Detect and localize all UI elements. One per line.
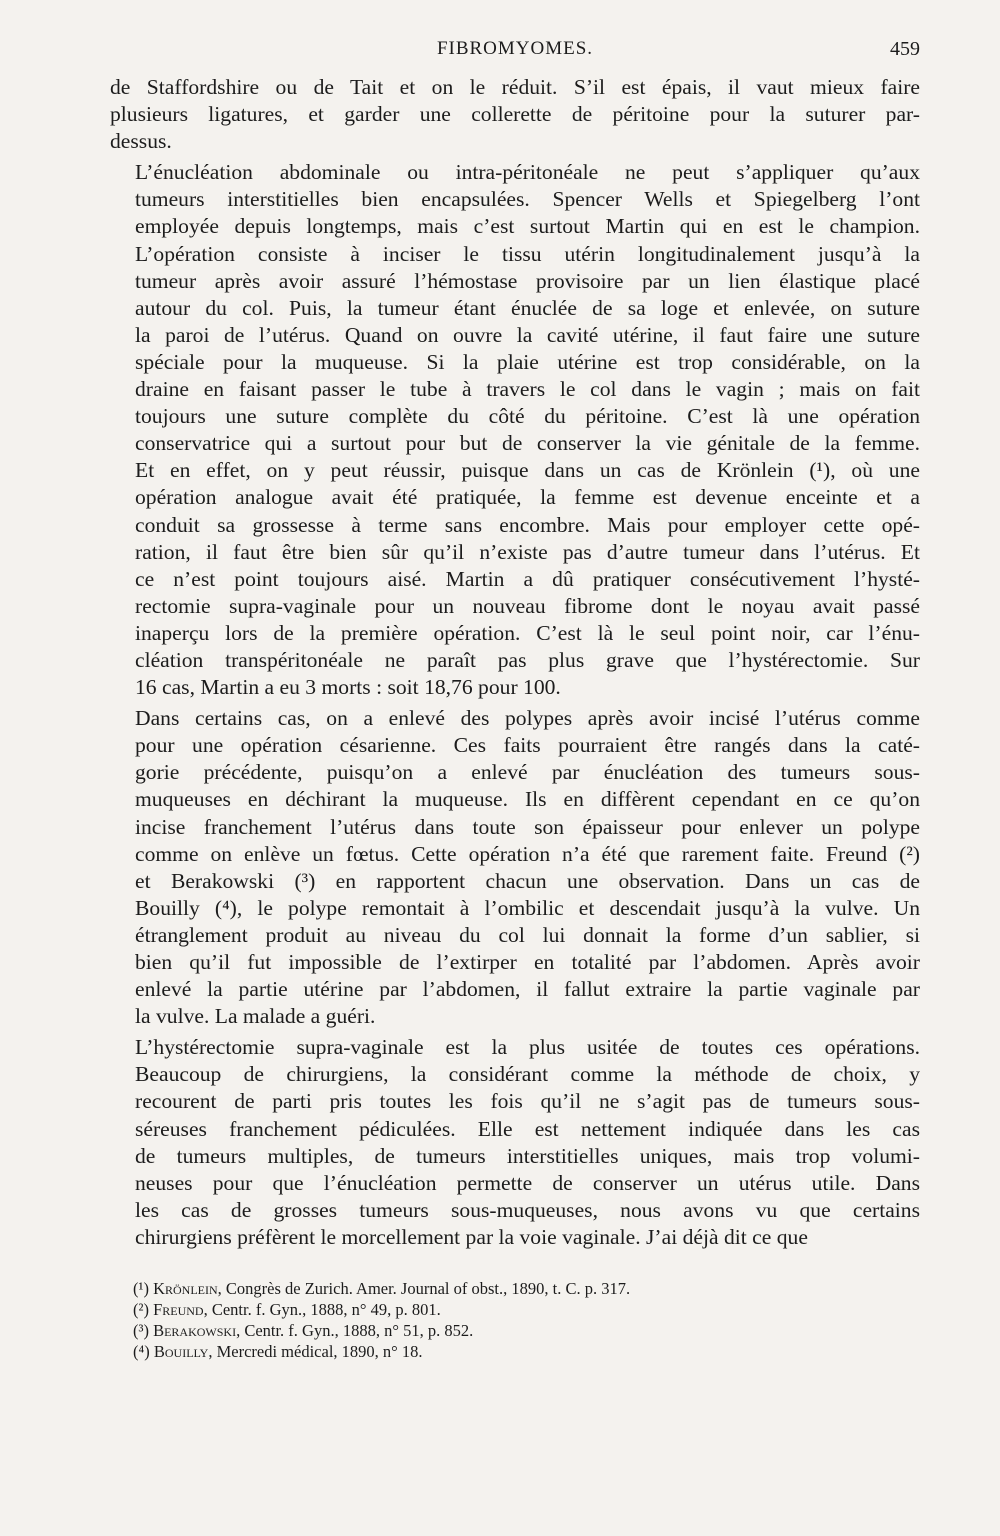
text-line: étranglement produit au niveau du col lui donnait la forme d’un sablier, si xyxy=(135,922,920,947)
text-line: séreuses franchement pédiculées. Elle est nettement indiquée dans les cas xyxy=(135,1116,920,1141)
footnote-citation: , Mercredi médical, 1890, n° 18. xyxy=(208,1342,423,1361)
text-line: autour du col. Puis, la tumeur étant énuclée de sa loge et enlevée, on suture xyxy=(135,295,920,320)
text-line: tumeurs interstitielles bien encapsulées. Spencer Wells et Spiegelberg l’ont xyxy=(135,187,920,212)
text-line: bien qu’il fut impossible de l’extirper en totalité par l’abdomen. Après avoir xyxy=(135,950,920,974)
text-line: conduit sa grossesse à terme sans encombre. Mais pour employer cette opé- xyxy=(135,512,920,537)
footnote-author: Berakowski xyxy=(153,1321,237,1340)
paragraph xyxy=(110,1034,920,1251)
text-line: Bouilly (⁴), le polype remontait à l’ombilic et descendait jusqu’à la vulve. Un xyxy=(135,895,920,920)
text-line: Beaucoup de chirurgiens, la considérant comme la méthode de choix, y xyxy=(135,1062,920,1087)
text-line: 16 cas, Martin a eu 3 morts : soit 18,76 pour 100. xyxy=(135,675,561,700)
text-line: pour une opération césarienne. Ces faits pourraient être rangés dans la caté- xyxy=(135,733,920,758)
footnote-mark: (²) xyxy=(133,1300,154,1319)
text-line: tumeur après avoir assuré l’hémostase provisoire par un lien élastique placé xyxy=(135,268,920,293)
text-line: cléation transpéritonéale ne paraît pas plus grave que l’hystérectomie. Sur xyxy=(135,647,920,672)
text-line: draine en faisant passer le tube à travers le col dans le vagin ; mais on fait xyxy=(135,377,920,402)
text-line: Dans certains cas, on a enlevé des polypes après avoir incisé l’utérus comme xyxy=(135,706,920,731)
text-line: comme on enlève un fœtus. Cette opération n’a été que rarement faite. Freund (²) xyxy=(135,841,920,866)
footnote-author: Bouilly xyxy=(153,1342,209,1361)
paragraph xyxy=(110,705,920,1030)
footnote xyxy=(133,1341,920,1362)
text-line: spéciale pour la muqueuse. Si la plaie utérine est trop considérable, on la xyxy=(135,349,920,374)
text-line: L’opération consiste à inciser le tissu utérin longitudinalement jusqu’à la xyxy=(135,241,920,266)
text-line: ration, il faut être bien sûr qu’il n’existe pas d’autre tumeur dans l’utérus. Et xyxy=(135,539,920,564)
text-line: plusieurs ligatures, et garder une collerette de péritoine pour la suturer par- xyxy=(110,102,920,127)
text-line: muqueuses en déchirant la muqueuse. Ils en diffèrent cependant en ce qu’on xyxy=(135,787,920,812)
text-line: de Staffordshire ou de Tait et on le réduit. S’il est épais, il vaut mieux faire xyxy=(110,75,920,99)
text-line: la vulve. La malade a guéri. xyxy=(135,1004,376,1029)
text-line: employée depuis longtemps, mais c’est surtout Martin qui en est le champion. xyxy=(135,214,920,239)
text-line: et Berakowski (³) en rapportent chacun une observation. Dans un cas de xyxy=(135,868,920,893)
text-line: opération analogue avait été pratiquée, la femme est devenue enceinte et a xyxy=(135,485,920,510)
footnote-citation: , Centr. f. Gyn., 1888, n° 49, p. 801. xyxy=(203,1300,441,1319)
text-line: neuses pour que l’énucléation permette de conserver un utérus utile. Dans xyxy=(135,1170,920,1195)
text-line: la paroi de l’utérus. Quand on ouvre la cavité utérine, il faut faire une suture xyxy=(135,322,920,347)
text-line: inaperçu lors de la première opération. C’est là le seul point noir, car l’énu- xyxy=(135,620,920,645)
running-title: FIBROMYOMES. xyxy=(436,38,594,59)
text-line: toujours une suture complète du côté du péritoine. C’est là une opération xyxy=(135,404,920,429)
text-line: enlevé la partie utérine par l’abdomen, il fallut extraire la partie vaginale par xyxy=(135,977,920,1002)
footnote-mark: (¹) xyxy=(133,1279,154,1298)
footnote-mark: (⁴) xyxy=(133,1342,154,1361)
text-line: recourent de parti pris toutes les fois qu’il ne s’agit pas de tumeurs sous- xyxy=(135,1089,920,1114)
text-line: les cas de grosses tumeurs sous-muqueuses, nous avons vu que certains xyxy=(135,1197,920,1222)
text-line: dessus. xyxy=(110,129,172,154)
paragraph xyxy=(110,74,920,155)
body-text xyxy=(110,74,920,1255)
text-line: L’hystérectomie supra-vaginale est la plus usitée de toutes ces opérations. xyxy=(135,1035,920,1060)
footnote xyxy=(133,1278,920,1299)
footnote xyxy=(133,1320,920,1341)
text-line: chirurgiens préfèrent le morcellement par la voie vaginale. J’ai déjà dit ce que xyxy=(135,1224,808,1249)
footnote-citation: , Centr. f. Gyn., 1888, n° 51, p. 852. xyxy=(236,1321,474,1340)
footnote-author: Krönlein xyxy=(153,1279,218,1298)
text-line: de tumeurs multiples, de tumeurs interstitielles uniques, mais trop volumi- xyxy=(135,1143,920,1168)
text-line: rectomie supra-vaginale pour un nouveau fibrome dont le noyau avait passé xyxy=(135,593,920,618)
text-line: gorie précédente, puisqu’on a enlevé par énucléation des tumeurs sous- xyxy=(135,760,920,785)
footnote-mark: (³) xyxy=(133,1321,154,1340)
text-line: ce n’est point toujours aisé. Martin a dû pratiquer consécutivement l’hysté- xyxy=(135,566,920,591)
footnote-author: Freund xyxy=(153,1300,204,1319)
footnotes xyxy=(133,1278,920,1362)
footnote xyxy=(133,1299,920,1320)
paragraph xyxy=(110,159,920,701)
footnote-citation: , Congrès de Zurich. Amer. Journal of obst., 1890, t. C. p. 317. xyxy=(217,1279,631,1298)
text-line: L’énucléation abdominale ou intra-péritonéale ne peut s’appliquer qu’aux xyxy=(135,160,920,185)
running-head xyxy=(110,38,920,64)
text-line: conservatrice qui a surtout pour but de conserver la vie génitale de la femme. xyxy=(135,431,920,456)
page-number: 459 xyxy=(890,38,920,60)
text-line: Et en effet, on y peut réussir, puisque dans un cas de Krönlein (¹), où une xyxy=(135,458,920,483)
text-line: incise franchement l’utérus dans toute son épaisseur pour enlever un polype xyxy=(135,814,920,839)
